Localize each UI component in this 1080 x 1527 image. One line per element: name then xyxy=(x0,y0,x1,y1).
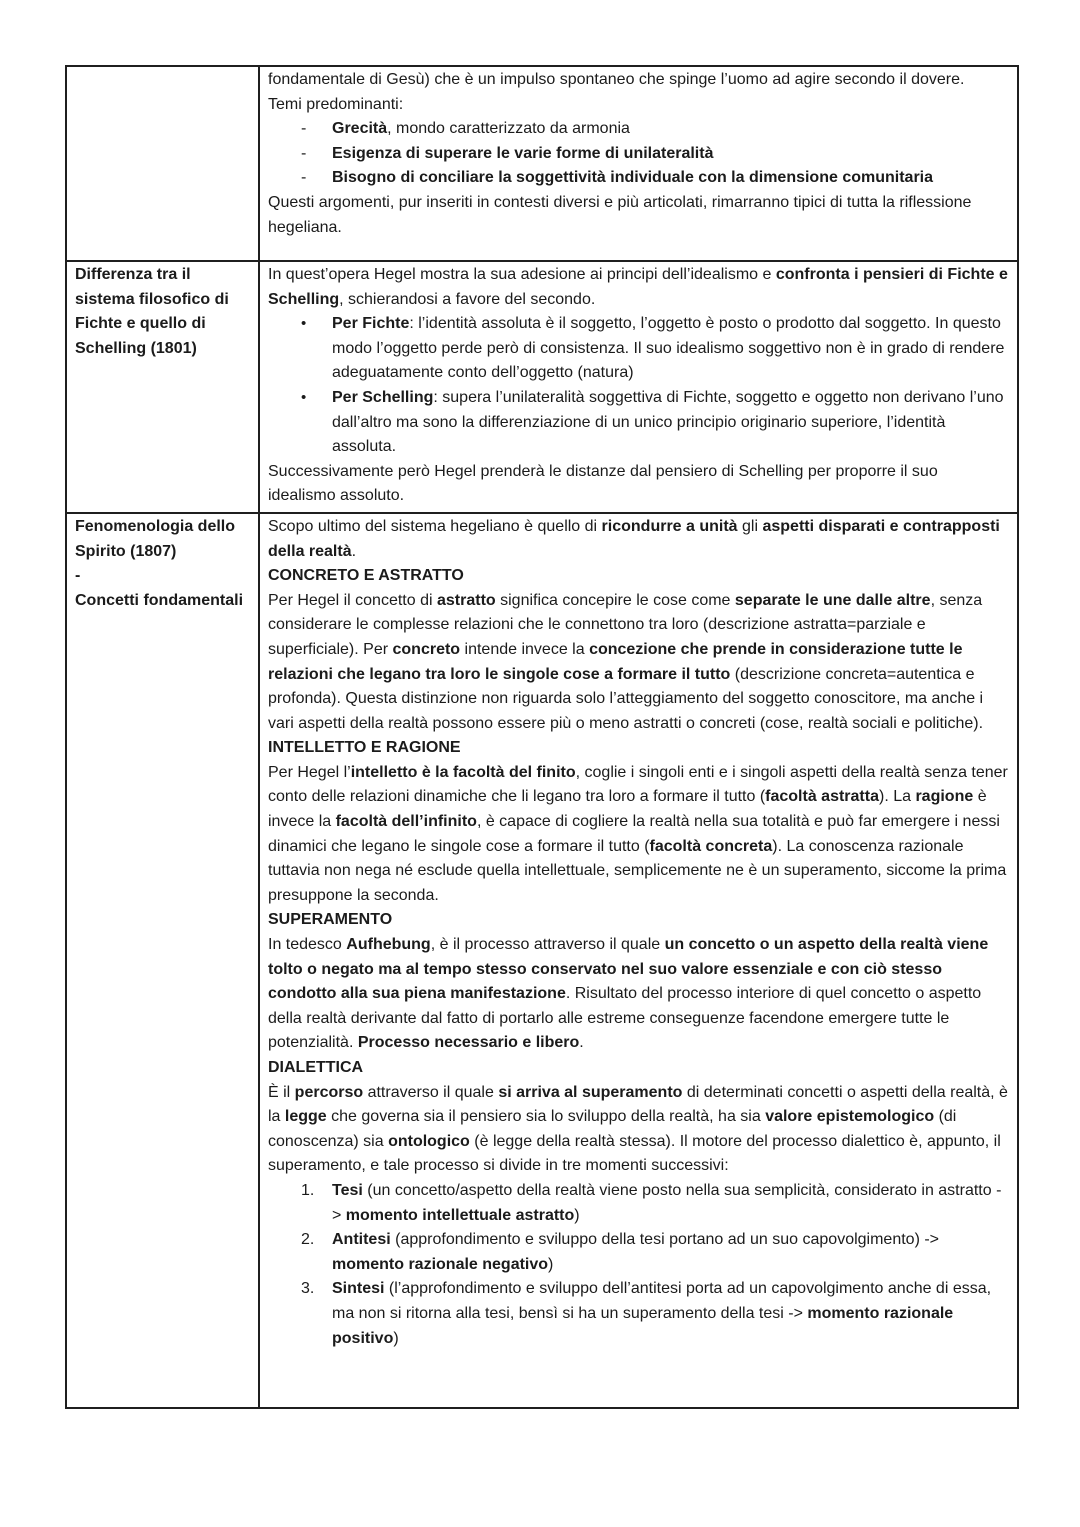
text-run: . xyxy=(579,1034,584,1052)
bold-text-run: Sintesi xyxy=(332,1280,385,1298)
dash-list xyxy=(268,117,1008,191)
text-run: : supera l’unilateralità soggettiva di Fichte, soggetto e oggetto non derivano l’uno dall’altro ma sono la differenziazione di un unico principio originario superiore, l’identità assoluta. xyxy=(332,388,1004,456)
text-run: ). La conoscenza razionale tuttavia non nega né esclude quella intellettuale, semplicemente ne è un superamento, siccome la prima presuppone la seconda. xyxy=(268,837,1007,904)
table-row xyxy=(66,261,1018,513)
bold-text-run: ricondurre a unità xyxy=(601,517,738,535)
bold-text-run: aspetti disparati e contrapposti della realtà xyxy=(268,517,1000,560)
bold-text-run: concezione che prende in considerazione tutte le relazioni che legano tra loro le singole cose a formare il tutto xyxy=(268,640,963,683)
row-title-cell xyxy=(66,513,259,1408)
text-run: (un concetto/aspetto della realtà viene posto nella sua semplicità, considerato in astratto -> xyxy=(332,1181,1002,1224)
bold-text-run: CONCRETO E ASTRATTO xyxy=(268,567,464,585)
bullet-marker: • xyxy=(301,315,307,333)
list-item-text xyxy=(332,169,933,186)
bold-text-run: Per Schelling xyxy=(332,388,434,406)
bold-text-run: Antitesi xyxy=(332,1231,391,1249)
list-item xyxy=(268,1228,1008,1277)
table-row xyxy=(66,513,1018,1408)
paragraph xyxy=(268,1081,1008,1179)
bold-text-run: separate le une dalle altre xyxy=(734,591,931,609)
text-run: ) xyxy=(574,1206,580,1224)
text-run: ) xyxy=(393,1329,399,1347)
text-run: , mondo caratterizzato da armonia xyxy=(387,120,630,138)
decimal-list xyxy=(268,1179,1008,1351)
paragraph xyxy=(268,589,1008,737)
paragraph xyxy=(268,263,1008,312)
bold-text-run: percorso xyxy=(294,1083,364,1101)
paragraph xyxy=(268,191,1008,240)
bold-text-run: ontologico xyxy=(388,1132,470,1150)
list-item xyxy=(268,386,1008,460)
text-run: significa concepire le cose come xyxy=(495,591,735,609)
text-run: È il xyxy=(268,1083,295,1101)
bold-text-run: facoltà astratta xyxy=(765,788,879,806)
text-run: : l’identità assoluta è il soggetto, l’oggetto è posto o prodotto dal soggetto. In questo modo l’oggetto perde però di consistenza. Il suo idealismo soggettivo non è in grado di rendere adeguatamente conto dell’oggetto (natura) xyxy=(332,315,1005,382)
text-run: (approfondimento e sviluppo della tesi portano ad un suo capovolgimento) -> xyxy=(390,1231,940,1249)
paragraph xyxy=(268,1056,1008,1081)
text-run: gli xyxy=(737,517,763,535)
bold-text-run: facoltà dell’infinito xyxy=(335,813,477,831)
row-title-cell xyxy=(66,261,259,513)
list-item xyxy=(268,1179,1008,1228)
paragraph xyxy=(268,68,1008,93)
text-run: , senza considerare le complesse relazioni che le connettono tra loro (descrizione astratta=parziale e superficiale). Per xyxy=(268,591,983,658)
text-run: Temi predominanti: xyxy=(268,95,404,113)
text-run: (l’approfondimento e sviluppo dell’antitesi porta ad un capovolgimento anche di essa, ma non si ritorna alla tesi, bensì si ha un superamento della tesi -> xyxy=(332,1280,992,1322)
paragraph xyxy=(268,515,1008,564)
text-run: attraverso il quale xyxy=(363,1083,499,1101)
row-title-line: Concetti fondamentali xyxy=(75,591,244,609)
text-run: Per Hegel l’ xyxy=(268,763,351,781)
text-run: , è capace di cogliere la realtà nella sua totalità e può far emergere i nessi dinamici che legano le singole cose a formare il tutto ( xyxy=(268,813,1000,855)
bold-text-run: legge xyxy=(284,1108,327,1126)
paragraph xyxy=(268,460,1008,509)
row-content-cell xyxy=(259,66,1018,261)
bold-text-run: DIALETTICA xyxy=(268,1059,364,1076)
paragraph xyxy=(268,93,1008,118)
text-run: intende invece la xyxy=(460,640,590,658)
bold-text-run: concreto xyxy=(392,640,461,658)
list-item xyxy=(268,312,1008,386)
notes-table xyxy=(65,65,1019,1409)
bold-text-run: momento intellettuale astratto xyxy=(345,1206,575,1224)
bold-text-run: Per Fichte xyxy=(332,315,410,333)
text-run: ). La xyxy=(878,788,916,806)
dash-marker: - xyxy=(301,120,307,138)
table-row xyxy=(66,66,1018,261)
paragraph xyxy=(268,736,1008,761)
text-run: che governa sia il pensiero sia lo sviluppo della realtà, ha sia xyxy=(326,1108,766,1126)
list-item-text xyxy=(332,145,713,162)
bold-text-run: astratto xyxy=(436,591,496,609)
text-run: , coglie i singoli enti e i singoli aspetti della realtà senza tener conto delle relazioni dinamiche che li legano tra loro a formare il tutto ( xyxy=(268,763,1008,806)
bold-text-run: Tesi xyxy=(332,1181,363,1199)
text-run: Per Hegel il concetto di xyxy=(268,591,437,609)
bold-text-run: valore epistemologico xyxy=(765,1108,935,1126)
bullet-list xyxy=(268,312,1008,460)
number-marker: 3. xyxy=(301,1280,315,1298)
text-run: è invece la xyxy=(268,788,987,831)
text-run: (di conoscenza) sia xyxy=(268,1108,957,1150)
text-run: Successivamente però Hegel prenderà le distanze dal pensiero di Schelling per proporre il suo idealismo assoluto. xyxy=(268,462,938,505)
list-item-text xyxy=(332,120,630,137)
text-run: In tedesco xyxy=(268,936,347,954)
bold-text-run: INTELLETTO E RAGIONE xyxy=(268,739,461,757)
bold-text-run: Esigenza di superare le varie forme di unilateralità xyxy=(332,144,714,162)
text-run: . Risultato del processo interiore di quel concetto o aspetto della realtà derivante dal fatto di portarlo alle estreme conseguenze facendone emergere tutte le potenzialità. xyxy=(268,985,982,1052)
text-run: In quest’opera Hegel mostra la sua adesione ai principi dell’idealismo e xyxy=(268,266,776,283)
list-item-text xyxy=(332,1182,1001,1224)
bold-text-run: ragione xyxy=(915,788,974,806)
row-title-line: - xyxy=(75,567,81,585)
bold-text-run: si arriva al superamento xyxy=(498,1083,683,1101)
text-run: . xyxy=(351,542,357,560)
paragraph xyxy=(268,933,1008,1056)
number-marker: 1. xyxy=(301,1181,315,1199)
bold-text-run: intelletto è la facoltà del finito xyxy=(350,763,576,781)
bullet-marker: • xyxy=(301,388,307,406)
number-marker: 2. xyxy=(301,1231,315,1249)
list-item xyxy=(268,142,1008,167)
row-title-cell xyxy=(66,66,259,261)
dash-marker: - xyxy=(301,144,307,162)
bold-text-run: confronta i pensieri di Fichte e Schelling xyxy=(268,266,1008,308)
dash-marker: - xyxy=(301,169,307,187)
text-run: ) xyxy=(548,1255,554,1273)
text-run: (descrizione concreta=autentica e profonda). Questa distinzione non riguarda solo l’atteggiamento del soggetto conoscitore, ma anche i vari aspetti della realtà possono essere più o meno astratti o concreti (cose, realtà sociali e politiche). xyxy=(268,665,984,732)
list-item-text xyxy=(332,389,1004,455)
row-content-cell xyxy=(259,261,1018,513)
list-item xyxy=(268,166,1008,191)
paragraph xyxy=(268,908,1008,933)
list-item-text xyxy=(332,1231,939,1273)
text-run: (è legge della realtà stessa). Il motore del processo dialettico è, appunto, il superamento, e tale processo si divide in tre momenti successivi: xyxy=(268,1132,1001,1175)
bold-text-run: SUPERAMENTO xyxy=(268,911,393,929)
text-run: Scopo ultimo del sistema hegeliano è quello di xyxy=(268,517,602,535)
bold-text-run: Processo necessario e libero xyxy=(357,1034,580,1052)
row-title-line: Differenza tra il sistema filosofico di Fichte e quello di Schelling (1801) xyxy=(75,266,229,357)
bold-text-run: momento razionale positivo xyxy=(332,1304,954,1347)
text-run: , è il processo attraverso il quale xyxy=(430,936,665,954)
list-item-text xyxy=(332,1280,991,1346)
notes-table-body xyxy=(66,66,1018,1408)
bold-text-run: momento razionale negativo xyxy=(332,1255,549,1273)
row-content-cell xyxy=(259,513,1018,1408)
bold-text-run: un concetto o un aspetto della realtà viene tolto o negato ma al tempo stesso conservato nel suo valore essenziale e con ciò stesso condotto alla sua piena manifestazione xyxy=(268,936,989,1003)
text-run: Questi argomenti, pur inseriti in contesti diversi e più articolati, rimarranno tipici di tutta la riflessione hegeliana. xyxy=(268,193,972,236)
bold-text-run: Bisogno di conciliare la soggettività individuale con la dimensione comunitaria xyxy=(332,169,934,187)
paragraph xyxy=(268,564,1008,589)
bold-text-run: Aufhebung xyxy=(346,936,431,954)
row-title-line: Fenomenologia dello Spirito (1807) xyxy=(75,517,236,560)
list-item xyxy=(268,117,1008,142)
text-run: fondamentale di Gesù) che è un impulso spontaneo che spinge l’uomo ad agire secondo il dovere. xyxy=(268,71,965,88)
list-item xyxy=(268,1277,1008,1351)
bold-text-run: Grecità xyxy=(332,120,388,138)
paragraph xyxy=(268,761,1008,909)
text-run: di determinati concetti o aspetti della realtà, è la xyxy=(268,1083,1008,1126)
list-item-text xyxy=(332,315,1004,381)
text-run: , schierandosi a favore del secondo. xyxy=(339,290,596,308)
bold-text-run: facoltà concreta xyxy=(649,837,773,855)
